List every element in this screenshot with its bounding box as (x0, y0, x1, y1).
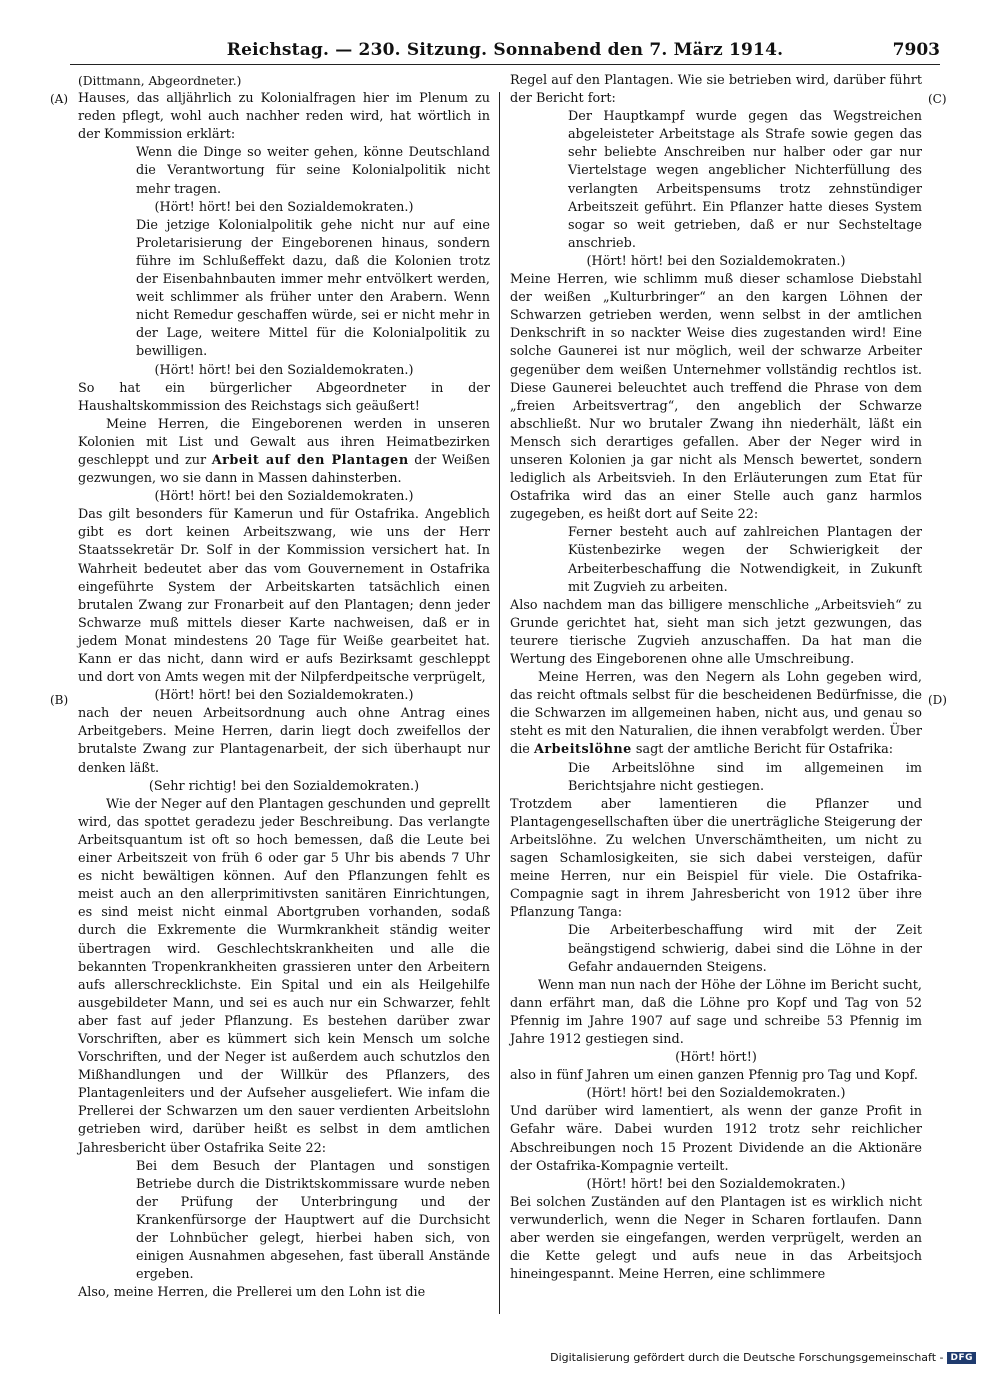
quotation: Bei dem Besuch der Plantagen und sonstigen Betriebe durch die Distriktskommissare wurde neben der Prüfung der Unterbringung und der Krankenfürsorge der Hauptwert auf die Durchsicht der Lohnbücher gelegt, hierbei haben sich, von einigen Ausnahmen abgesehen, fast überall Anstände ergeben. (136, 1158, 490, 1283)
text-run: sagt der amtliche Bericht für Ostafrika: (631, 742, 894, 758)
text-run: Meine Herren, was den Negern als Lohn gegeben wird, das reicht oftmals selbst für die bescheidenen Bedürfnisse, die die Schwarzen im allgemeinen haben, nicht aus, und genau so steht es mit den Naturalien, die ihnen verabfolgt werden. Über die (510, 670, 922, 758)
footer-text: Digitalisierung gefördert durch die Deutsche Forschungsgemeinschaft - (550, 1351, 944, 1364)
paragraph (510, 669, 922, 759)
paragraph: Also nachdem man das billigere menschliche „Arbeitsvieh“ zu Grunde gerichtet hat, sieht man sich jetzt gezwungen, das teurere tierische Zugvieh anzuschaffen. Da hat man die Wertung des Eingeborenen ohne alle Umschreibung. (510, 597, 922, 667)
quotation: Die Arbeitslöhne sind im allgemeinen im Berichtsjahre nicht gestiegen. (568, 760, 922, 794)
interjection: (Hört! hört! bei den Sozialdemokraten.) (586, 1176, 846, 1192)
paragraph: Das gilt besonders für Kamerun und für Ostafrika. Angeblich gibt es dort keinen Arbeitszwang, wie uns der Herr Staatssekretär Dr. Solf in der Kommission versichert hat. In Wahrheit bedeutet aber das vom Gouvernement in Ostafrika eingeführte System der Arbeitskarten tatsächlich einen brutalen Zwang zur Fronarbeit auf den Plantagen; denn jeder Schwarze muß mittels dieser Karte nachweisen, daß er in jedem Monat mindestens 20 Tage für Weiße gearbeitet hat. Kann er das nicht, dann wird er aufs Bezirksamt geschleppt und dort von Amts wegen mit der Nilpferdpeitsche verprügelt, (78, 507, 490, 686)
margin-marker-d: (D) (928, 693, 947, 707)
footer-credit (550, 1351, 976, 1364)
interjection: (Hört! hört! bei den Sozialdemokraten.) (154, 199, 414, 215)
quotation: Die Arbeiterbeschaffung wird mit der Zeit beängstigend schwierig, dabei sind die Löhne in der Gefahr andauernden Steigens. (568, 923, 922, 975)
text-run: Meine Herren, die Eingeborenen werden in unseren Kolonien mit List und Gewalt aus ihren Heimatbezirken geschleppt und zur (78, 416, 490, 468)
page-header (70, 40, 940, 65)
quotation: Der Hauptkampf wurde gegen das Wegstreichen abgeleisteter Arbeitstage als Strafe sowie gegen das sehr beliebte Anschreiben nur halber oder gar nur Viertelstage wegen angeblicher Nichterfüllung des verlangten Arbeitspensums trotz zehnstündiger Arbeitszeit geführt. Ein Pflanzer hatte dieses System sogar so weit getrieben, daß er nur Sechsteltage anschrieb. (568, 109, 922, 251)
speaker-label: (Dittmann, Abgeordneter.) (78, 74, 242, 88)
paragraph: Regel auf den Plantagen. Wie sie betrieben wird, darüber führt der Bericht fort: (510, 73, 922, 107)
paragraph: Meine Herren, wie schlimm muß dieser schamlose Diebstahl der weißen „Kulturbringer“ an den kargen Löhnen der Schwarzen getrieben werden, wenn selbst in der amtlichen Denkschrift in so nackter Weise dies zugestanden wird! Eine solche Gaunerei ist nur möglich, weil der schwarze Arbeiter gegenüber dem weißen Unternehmer vollständig rechtlos ist. Diese Gaunerei beleuchtet auch treffend die Phrase von dem „freien Arbeitsvertrag“, den angeblich der Schwarze abschließt. Nur wo brutaler Zwang ihn niederhält, läßt ein Mensch sich derartiges gefallen. Aber der Neger wird in unseren Kolonien ja gar nicht als Mensch bewertet, sondern lediglich als Arbeitsvieh. In den Erläuterungen zum Etat für Ostafrika wird das an einer Stelle auch ganz harmlos zugegeben, es heißt dort auf Seite 22: (510, 272, 922, 523)
paragraph: Hauses, das alljährlich zu Kolonialfragen hier im Plenum zu reden pflegt, wohl auch nachher reden wird, hat wörtlich in der Kommission erklärt: (78, 91, 490, 143)
paragraph: Wenn man nun nach der Höhe der Löhne im Bericht sucht, dann erfährt man, daß die Löhne pro Kopf und Tag von 52 Pfennig im Jahre 1907 auf sage und schreibe 53 Pfennig im Jahre 1912 gestiegen sind. (510, 977, 922, 1047)
paragraph: nach der neuen Arbeitsordnung auch ohne Antrag eines Arbeitgebers. Meine Herren, darin liegt doch zweifellos der brutalste Zwang zur Plantagenarbeit, der sich überhaupt nur denken läßt. (78, 706, 490, 776)
paragraph: So hat ein bürgerlicher Abgeordneter in der Haushaltskommission des Reichstags sich geäußert! (78, 380, 490, 414)
interjection: (Hört! hört! bei den Sozialdemokraten.) (154, 489, 414, 505)
interjection: (Hört! hört!) (675, 1050, 757, 1066)
paragraph: Und darüber wird lamentiert, als wenn der ganze Profit in Gefahr wäre. Dabei wurden 1912 trotz sehr reichlicher Abschreibungen noch 15 Prozent Dividende an die Aktionäre der Ostafrika-Kompagnie verteilt. (510, 1104, 922, 1174)
paragraph: Also, meine Herren, die Prellerei um den Lohn ist die (78, 1285, 426, 1301)
interjection: (Hört! hört! bei den Sozialdemokraten.) (586, 1086, 846, 1102)
interjection: (Hört! hört! bei den Sozialdemokraten.) (586, 253, 846, 269)
page-number: 7903 (892, 40, 940, 60)
paragraph (78, 416, 490, 488)
dfg-logo: DFG (947, 1352, 976, 1364)
paragraph: Wie der Neger auf den Plantagen geschunden und geprellt wird, das spottet geradezu jeder Beschreibung. Das verlangte Arbeitsquantum ist oft so hoch bemessen, daß die Leute bei einer Arbeitszeit von früh 6 oder gar 5 Uhr bis abends 7 Uhr es nicht bewältigen können. Auf den Pflanzungen fehlt es meist auch an den allerprimitivsten sanitären Einrichtungen, es sind meist nicht einmal Abortgruben vorhanden, sodaß durch die Exkremente die Wurmkrankheit ständig weiter übertragen wird. Geschlechtskrankheiten und alle die bekannten Tropenkrankheiten grassieren unter den Arbeitern aufs allerschrecklichste. Ein Spital und ein als Heilgehilfe ausgebildeter Mann, und sei es auch nur ein Schwarzer, fehlt aber fast auf jeder Pflanzung. Es bestehen darüber zwar Vorschriften, aber es kümmert sich kein Mensch um solche Vorschriften, und der Neger ist außerdem auch schutzlos den Mißhandlungen und der Willkür des Pflanzers, des Plantagenleiters und der Aufseher ausgeliefert. Wie infam die Prellerei der Schwarzen um den sauer verdienten Arbeitslohn getrieben wird, darüber heißt es selbst in dem amtlichen Jahresbericht über Ostafrika Seite 22: (78, 796, 490, 1156)
quotation: Wenn die Dinge so weiter gehen, könne Deutschland die Verantwortung für seine Kolonialpolitik nicht mehr tragen. (136, 145, 490, 197)
quotation: Die jetzige Kolonialpolitik gehe nicht nur auf eine Proletarisierung der Eingeborenen hinaus, sondern führe im Schlußeffekt dazu, daß die Kolonien trotz der Eisenbahnbauten immer mehr entvölkert werden, weit schlimmer als früher unter den Arabern. Wenn nicht Remedur geschaffen würde, sei er nicht mehr in der Lage, weitere Mittel für die Kolonialpolitik zu bewilligen. (136, 217, 490, 360)
interjection: (Hört! hört! bei den Sozialdemokraten.) (154, 362, 414, 378)
margin-marker-b: (B) (50, 693, 69, 707)
text-run: der Weißen gezwungen, wo sie dann in Massen dahinsterben. (78, 452, 490, 487)
page-title: Reichstag. — 230. Sitzung. Sonnabend den 7. März 1914. (226, 40, 784, 60)
left-column (78, 72, 490, 1302)
column-divider (499, 92, 500, 1314)
margin-marker-a: (A) (50, 92, 69, 106)
quotation: Ferner besteht auch auf zahlreichen Plantagen der Küstenbezirke wegen der Schwierigkeit der Arbeiterbeschaffung die Notwendigkeit, in Zukunft mit Zugvieh zu arbeiten. (568, 525, 922, 595)
emphasis-text: Arbeit auf den Plantagen (211, 452, 409, 468)
paragraph: Bei solchen Zuständen auf den Plantagen ist es wirklich nicht verwunderlich, wenn die Neger in Scharen fortlaufen. Dann aber werden sie eingefangen, werden verprügelt, werden an die Kette gelegt und aufs neue in das Arbeitsjoch hineingespannt. Meine Herren, eine schlimmere (510, 1194, 922, 1283)
paragraph: also in fünf Jahren um einen ganzen Pfennig pro Tag und Kopf. (510, 1068, 918, 1084)
emphasis-text: Arbeitslöhne (533, 742, 632, 758)
interjection: (Hört! hört! bei den Sozialdemokraten.) (154, 688, 414, 704)
right-column (510, 72, 922, 1284)
paragraph: Trotzdem aber lamentieren die Pflanzer und Plantagengesellschaften über die unerträgliche Steigerung der Arbeitslöhne. Zu welchen Unverschämtheiten, um nicht zu sagen Schamlosigkeiten, sie sich dabei versteigen, dafür meine Herren, nur ein Beispiel für viele. Die Ostafrika-Compagnie sagt in ihrem Jahresbericht von 1912 über ihre Pflanzung Tanga: (510, 796, 922, 921)
interjection: (Sehr richtig! bei den Sozialdemokraten.) (148, 778, 420, 794)
margin-marker-c: (C) (928, 92, 947, 106)
